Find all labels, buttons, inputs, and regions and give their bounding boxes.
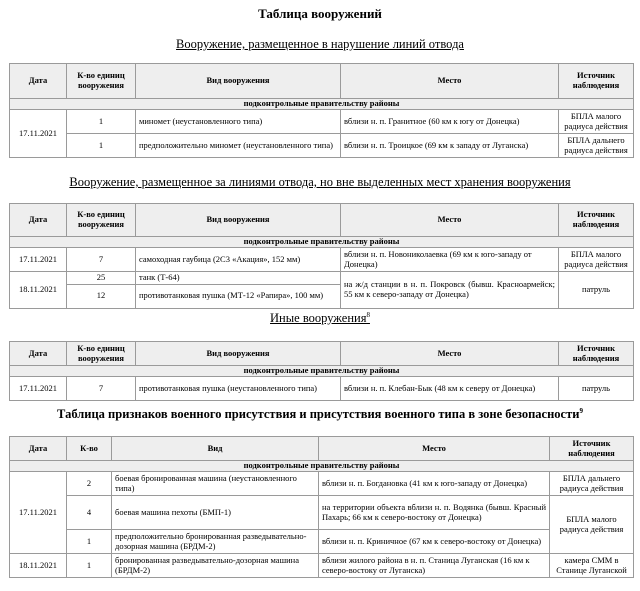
cell-quantity: 1 bbox=[67, 554, 112, 578]
table-row bbox=[10, 530, 634, 554]
table-section-4 bbox=[9, 436, 634, 578]
subheader-gov-areas: подконтрольные правительству районы bbox=[10, 237, 634, 248]
header-date: Дата bbox=[10, 204, 67, 237]
cell-quantity: 1 bbox=[67, 110, 136, 134]
table-row bbox=[10, 110, 634, 134]
header-place: Место bbox=[341, 342, 559, 366]
cell-source: патруль bbox=[559, 377, 634, 401]
header-source: Источник наблюдения bbox=[559, 342, 634, 366]
section-3-title-text: Иные вооружения bbox=[270, 311, 367, 326]
header-row bbox=[10, 64, 634, 99]
table-row bbox=[10, 472, 634, 496]
header-place: Место bbox=[319, 437, 550, 461]
footnote-marker: 9 bbox=[579, 407, 583, 415]
cell-quantity: 25 bbox=[67, 272, 136, 285]
subheader-gov-areas: подконтрольные правительству районы bbox=[10, 461, 634, 472]
header-type: Вид bbox=[112, 437, 319, 461]
cell-place: вблизи н. п. Гранитное (60 км к югу от Донецка) bbox=[341, 110, 559, 134]
section-1-title: Вооружение, размещенное в нарушение линий отвода bbox=[176, 37, 464, 51]
cell-weapon-type: противотанковая пушка (МТ-12 «Рапира», 100 мм) bbox=[136, 284, 341, 308]
cell-type: бронированная разведывательно-дозорная машина (БРДМ-2) bbox=[112, 554, 319, 578]
cell-place: вблизи н. п. Троицкое (69 км к западу от Луганска) bbox=[341, 134, 559, 158]
cell-quantity: 4 bbox=[67, 496, 112, 530]
cell-place: вблизи н. п. Новониколаевка (69 км к юго-западу от Донецка) bbox=[341, 248, 559, 272]
subheader-gov-areas: подконтрольные правительству районы bbox=[10, 366, 634, 377]
cell-weapon-type: миномет (неустановленного типа) bbox=[136, 110, 341, 134]
header-source: Источник наблюдения bbox=[559, 204, 634, 237]
cell-weapon-type: предположительно миномет (неустановленного типа) bbox=[136, 134, 341, 158]
cell-place: вблизи н. п. Богдановка (41 км к юго-западу от Донецка) bbox=[319, 472, 550, 496]
cell-type: предположительно бронированная разведывательно-дозорная машина (БРДМ-2) bbox=[112, 530, 319, 554]
cell-place: на ж/д станции в н. п. Покровск (бывш. Красноармейск; 55 км к северо-западу от Донецка) bbox=[341, 272, 559, 309]
cell-type: боевая бронированная машина (неустановленного типа) bbox=[112, 472, 319, 496]
header-quantity: К-во bbox=[67, 437, 112, 461]
header-source: Источник наблюдения bbox=[550, 437, 634, 461]
cell-date: 18.11.2021 bbox=[10, 272, 67, 309]
header-weapon-type: Вид вооружения bbox=[136, 204, 341, 237]
header-weapon-type: Вид вооружения bbox=[136, 64, 341, 99]
cell-quantity: 1 bbox=[67, 134, 136, 158]
header-date: Дата bbox=[10, 64, 67, 99]
cell-source: БПЛА малого радиуса действия bbox=[550, 496, 634, 554]
cell-weapon-type: противотанковая пушка (неустановленного типа) bbox=[136, 377, 341, 401]
header-weapon-type: Вид вооружения bbox=[136, 342, 341, 366]
cell-source: патруль bbox=[559, 272, 634, 309]
cell-quantity: 7 bbox=[67, 377, 136, 401]
cell-place: на территории объекта вблизи н. п. Водянка (бывш. Красный Пахарь; 66 км к северо-востоку от Донецка) bbox=[319, 496, 550, 530]
section-4-title bbox=[0, 407, 640, 422]
section-3-title bbox=[0, 311, 640, 326]
cell-source: БПЛА малого радиуса действия bbox=[559, 248, 634, 272]
cell-type: боевая машина пехоты (БМП-1) bbox=[112, 496, 319, 530]
header-place: Место bbox=[341, 204, 559, 237]
header-date: Дата bbox=[10, 437, 67, 461]
cell-weapon-type: самоходная гаубица (2С3 «Акация», 152 мм) bbox=[136, 248, 341, 272]
cell-date: 17.11.2021 bbox=[10, 472, 67, 554]
table-row bbox=[10, 377, 634, 401]
cell-source: БПЛА дальнего радиуса действия bbox=[550, 472, 634, 496]
footnote-marker: 8 bbox=[366, 311, 370, 319]
cell-date: 18.11.2021 bbox=[10, 554, 67, 578]
cell-quantity: 2 bbox=[67, 472, 112, 496]
cell-place: вблизи н. п. Криничное (67 км к северо-востоку от Донецка) bbox=[319, 530, 550, 554]
cell-place: вблизи жилого района в н. п. Станица Луганская (16 км к северо-востоку от Луганска) bbox=[319, 554, 550, 578]
subheader-gov-areas: подконтрольные правительству районы bbox=[10, 99, 634, 110]
cell-source: БПЛА малого радиуса действия bbox=[559, 110, 634, 134]
cell-date: 17.11.2021 bbox=[10, 110, 67, 158]
page-title: Таблица вооружений bbox=[258, 6, 382, 21]
header-quantity: К-во единиц вооружения bbox=[67, 64, 136, 99]
cell-quantity: 12 bbox=[67, 284, 136, 308]
cell-source: БПЛА дальнего радиуса действия bbox=[559, 134, 634, 158]
header-quantity: К-во единиц вооружения bbox=[67, 342, 136, 366]
header-row bbox=[10, 342, 634, 366]
table-row bbox=[10, 496, 634, 530]
section-2-title: Вооружение, размещенное за линиями отвода, но вне выделенных мест хранения вооружения bbox=[69, 175, 571, 189]
header-date: Дата bbox=[10, 342, 67, 366]
table-section-2 bbox=[9, 203, 634, 309]
table-section-1 bbox=[9, 63, 634, 158]
table-row bbox=[10, 554, 634, 578]
cell-date: 17.11.2021 bbox=[10, 248, 67, 272]
table-row bbox=[10, 272, 634, 285]
cell-source: камера СММ в Станице Луганской bbox=[550, 554, 634, 578]
table-section-3 bbox=[9, 341, 634, 401]
cell-quantity: 7 bbox=[67, 248, 136, 272]
header-quantity: К-во единиц вооружения bbox=[67, 204, 136, 237]
header-source: Источник наблюдения bbox=[559, 64, 634, 99]
header-row bbox=[10, 437, 634, 461]
table-row bbox=[10, 248, 634, 272]
cell-place: вблизи н. п. Клебан-Бык (48 км к северу от Донецка) bbox=[341, 377, 559, 401]
header-place: Место bbox=[341, 64, 559, 99]
cell-weapon-type: танк (Т-64) bbox=[136, 272, 341, 285]
cell-date: 17.11.2021 bbox=[10, 377, 67, 401]
header-row bbox=[10, 204, 634, 237]
cell-quantity: 1 bbox=[67, 530, 112, 554]
section-4-title-text: Таблица признаков военного присутствия и присутствия военного типа в зоне безопасности bbox=[57, 407, 580, 422]
table-row bbox=[10, 134, 634, 158]
